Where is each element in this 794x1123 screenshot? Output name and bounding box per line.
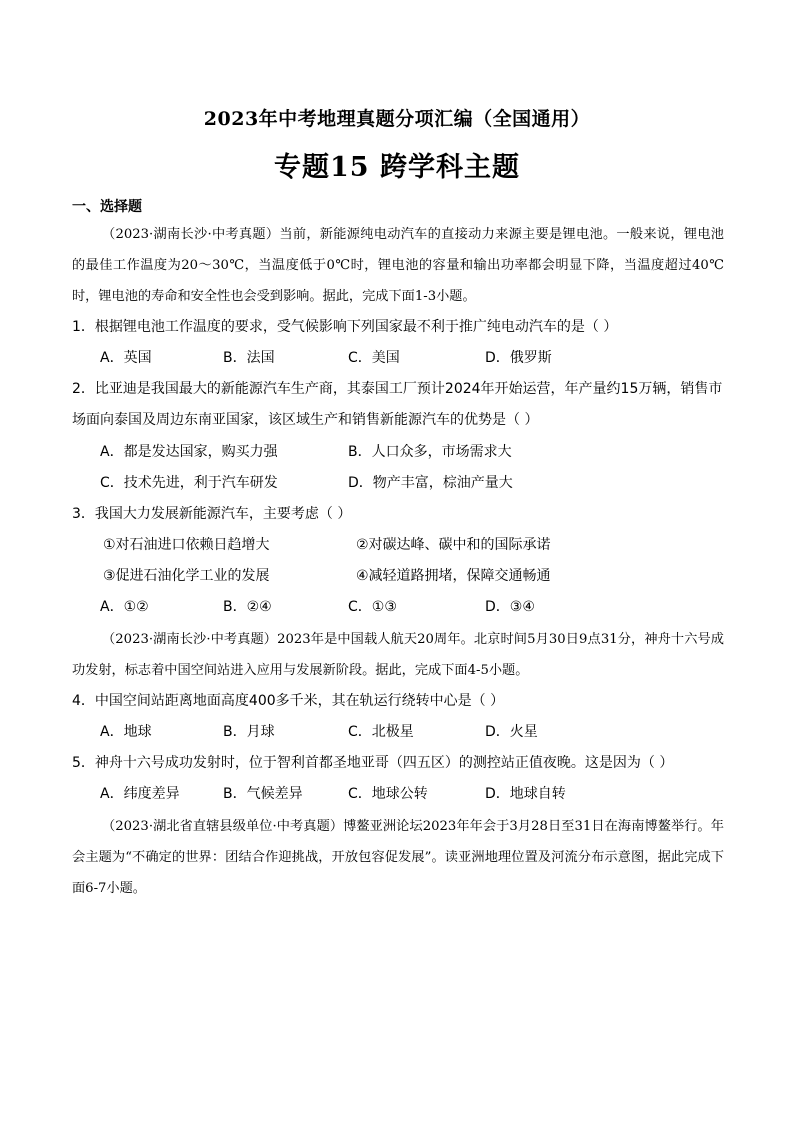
options-row — [100, 779, 740, 810]
option-c[interactable]: C．地球公转 — [348, 786, 428, 802]
statement-1: ①对石油进口依赖日趋增大 — [103, 537, 270, 553]
option-c[interactable]: C．北极星 — [348, 724, 414, 740]
options-row — [100, 468, 740, 499]
option-b[interactable]: B．月球 — [223, 724, 275, 740]
option-c[interactable]: C．技术先进，利于汽车研发 — [100, 475, 278, 491]
options-row — [100, 437, 740, 468]
option-a[interactable]: A．都是发达国家，购买力强 — [100, 444, 278, 460]
question-stem: 5．神舟十六号成功发射时，位于智利首都圣地亚哥（四五区）的测控站正值夜晚。这是因为（ ） — [72, 755, 674, 771]
option-a[interactable]: A．地球 — [100, 724, 152, 740]
question-stem: 4．中国空间站距离地面高度400多千米，其在轨运行绕转中心是（ ） — [72, 693, 505, 709]
option-a[interactable]: A．纬度差异 — [100, 786, 180, 802]
statement-2: ②对碳达峰、碳中和的国际承诺 — [356, 537, 551, 553]
statement-4: ④减轻道路拥堵，保障交通畅通 — [356, 568, 551, 584]
question-group-intro: （2023·湖北省直辖县级单位·中考真题）博鳌亚洲论坛2023年年会于3月28日至31日在海南博鳌举行。年会主题为“不确定的世界：团结合作迎挑战，开放包容促发展”。读亚洲地理位置及河流分布示意图，据此完成下面6-7小题。 — [72, 819, 724, 896]
option-b[interactable]: B．②④ — [223, 599, 272, 615]
option-c[interactable]: C．①③ — [348, 599, 397, 615]
option-b[interactable]: B．人口众多，市场需求大 — [348, 444, 512, 460]
option-d[interactable]: D．俄罗斯 — [485, 350, 552, 366]
option-a[interactable]: A．英国 — [100, 350, 152, 366]
option-d[interactable]: D．火星 — [485, 724, 538, 740]
options-row — [100, 343, 740, 374]
option-b[interactable]: B．气候差异 — [223, 786, 303, 802]
question-group-intro: （2023·湖南长沙·中考真题）2023年是中国载人航天20周年。北京时间5月30日9点31分，神舟十六号成功发射，标志着中国空间站进入应用与发展新阶段。据此，完成下面4-5小题。 — [72, 632, 724, 678]
option-d[interactable]: D．物产丰富，棕油产量大 — [348, 475, 513, 491]
statements-row — [103, 530, 743, 561]
option-c[interactable]: C．美国 — [348, 350, 400, 366]
question-stem: 2．比亚迪是我国最大的新能源汽车生产商，其泰国工厂预计2024年开始运营，年产量约15万辆，销售市场面向泰国及周边东南亚国家，该区域生产和销售新能源汽车的优势是（ ） — [72, 381, 723, 428]
options-row — [100, 717, 740, 748]
document-subtitle: 专题15 跨学科主题 — [274, 152, 520, 183]
question-stem: 1．根据锂电池工作温度的要求，受气候影响下列国家最不利于推广纯电动汽车的是（ ） — [72, 319, 618, 335]
question-group-intro: （2023·湖南长沙·中考真题）当前，新能源纯电动汽车的直接动力来源主要是锂电池。一般来说，锂电池的最佳工作温度为20～30℃，当温度低于0℃时，锂电池的容量和输出功率都会明显下降，当温度超过40℃时，锂电池的寿命和安全性也会受到影响。据此，完成下面1-3小题。 — [72, 227, 724, 304]
document-title: 2023年中考地理真题分项汇编（全国通用） — [203, 108, 591, 130]
options-row — [100, 592, 740, 623]
option-b[interactable]: B．法国 — [223, 350, 275, 366]
option-d[interactable]: D．③④ — [485, 599, 535, 615]
statements-row — [103, 561, 743, 592]
option-a[interactable]: A．①② — [100, 599, 149, 615]
question-stem: 3．我国大力发展新能源汽车，主要考虑（ ） — [72, 506, 352, 522]
section-heading: 一、选择题 — [72, 199, 142, 215]
option-d[interactable]: D．地球自转 — [485, 786, 566, 802]
statement-3: ③促进石油化学工业的发展 — [103, 568, 270, 584]
